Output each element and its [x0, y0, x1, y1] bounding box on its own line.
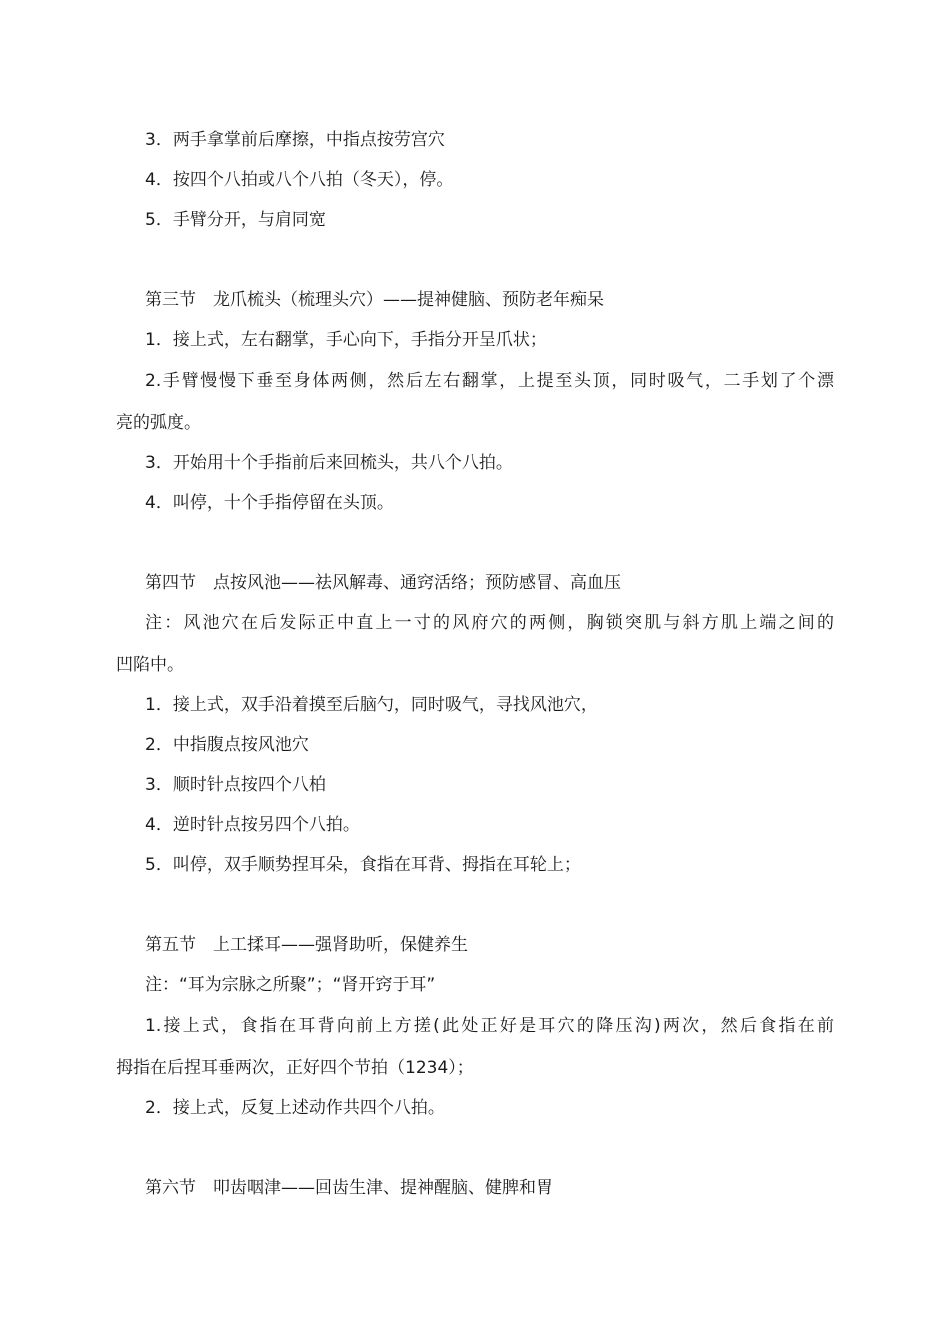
section-3-heading: 第三节 龙爪梳头（梳理头穴）——提神健脑、预防老年痴呆 [145, 290, 604, 310]
section-4-heading: 第四节 点按风池——祛风解毒、通窍活络；预防感冒、高血压 [145, 573, 621, 593]
section-4-step-3: 3．顺时针点按四个八柏 [145, 775, 326, 795]
section-3-step-3: 3．开始用十个手指前后来回梳头，共八个八拍。 [145, 453, 513, 473]
section-4-step-2: 2．中指腹点按风池穴 [145, 735, 309, 755]
section-6-heading: 第六节 叩齿咽津——回齿生津、提神醒脑、健脾和胃 [145, 1178, 553, 1198]
section-3-step-2-cont: 亮的弧度。 [116, 413, 201, 433]
section-5-step-1-cont: 拇指在后捏耳垂两次，正好四个节拍（1234）； [116, 1058, 474, 1078]
section-3-step-2: 2.手臂慢慢下垂至身体两侧，然后左右翻掌，上提至头顶，同时吸气，二手划了个漂 [145, 371, 834, 391]
section-4-step-5: 5．叫停，双手顺势捏耳朵，食指在耳背、拇指在耳轮上； [145, 855, 581, 875]
section-3-step-1: 1．接上式，左右翻掌，手心向下，手指分开呈爪状； [145, 330, 547, 350]
step-3-palm-rub: 3．两手拿掌前后摩擦，中指点按劳宫穴 [145, 130, 445, 150]
section-4-step-1: 1．接上式，双手沿着摸至后脑勺，同时吸气，寻找风池穴， [145, 695, 598, 715]
section-4-note-cont: 凹陷中。 [116, 655, 184, 675]
section-5-note: 注：“耳为宗脉之所聚”；“肾开窍于耳” [145, 975, 436, 995]
step-5-arms-apart: 5．手臂分开，与肩同宽 [145, 210, 326, 230]
section-5-step-1: 1.接上式，食指在耳背向前上方搓(此处正好是耳穴的降压沟)两次，然后食指在前 [145, 1016, 834, 1036]
section-5-step-2: 2．接上式，反复上述动作共四个八拍。 [145, 1098, 445, 1118]
section-4-note: 注：风池穴在后发际正中直上一寸的风府穴的两侧，胸锁突肌与斜方肌上端之间的 [145, 613, 834, 633]
section-4-step-4: 4．逆时针点按另四个八拍。 [145, 815, 360, 835]
step-4-count: 4．按四个八拍或八个八拍（冬天），停。 [145, 170, 454, 190]
section-3-step-4: 4．叫停，十个手指停留在头顶。 [145, 493, 394, 513]
section-5-heading: 第五节 上工揉耳——强肾助听，保健养生 [145, 935, 468, 955]
